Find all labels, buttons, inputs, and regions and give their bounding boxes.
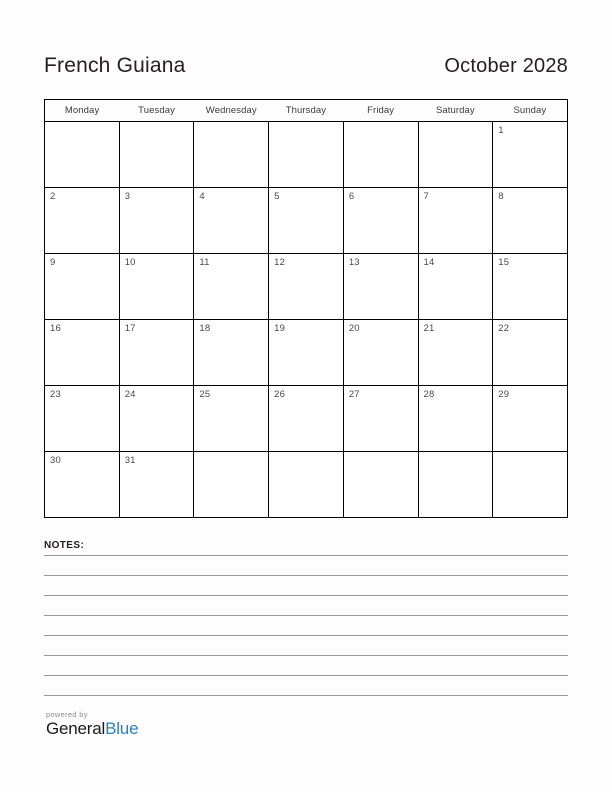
day-cell[interactable] [343,122,418,188]
day-number: 4 [199,191,205,202]
weekday-header-wednesday: Wednesday [194,100,269,122]
day-cell[interactable] [343,320,418,386]
day-cell[interactable] [269,122,344,188]
day-cell[interactable] [194,122,269,188]
day-number: 13 [348,257,360,268]
weekday-header-row [45,100,568,122]
calendar-body [45,122,568,518]
note-line[interactable] [44,555,568,556]
day-number: 3 [124,191,131,202]
day-cell[interactable] [269,386,344,452]
day-number: 12 [274,257,286,268]
day-cell[interactable] [269,452,344,518]
day-number: 1 [498,125,504,136]
day-cell[interactable] [45,254,120,320]
day-number: 31 [124,455,136,466]
week-row [45,122,568,188]
day-cell[interactable] [119,320,194,386]
note-line[interactable] [44,695,568,696]
day-number: 24 [124,389,136,400]
day-cell[interactable] [45,386,120,452]
day-number: 9 [50,257,56,268]
note-line[interactable] [44,655,568,656]
day-cell[interactable] [45,320,120,386]
day-cell[interactable] [493,386,568,452]
day-number: 14 [423,257,435,268]
day-number: 11 [199,257,210,268]
calendar-grid [44,99,568,518]
day-number: 19 [274,323,286,334]
day-cell[interactable] [45,452,120,518]
day-number: 15 [498,257,510,268]
day-number: 8 [498,191,504,202]
weekday-header-friday: Friday [343,100,418,122]
day-cell[interactable] [418,188,493,254]
day-cell[interactable] [119,188,194,254]
day-number: 21 [423,323,435,334]
day-cell[interactable] [45,188,120,254]
day-cell[interactable] [493,254,568,320]
day-cell[interactable] [343,254,418,320]
day-cell[interactable] [194,386,269,452]
month-year-title: October 2028 [444,54,568,77]
note-line[interactable] [44,575,568,576]
logo-text-general: General [46,719,106,738]
weekday-header-saturday: Saturday [418,100,493,122]
day-cell[interactable] [269,320,344,386]
powered-by-label: powered by [46,710,88,719]
day-cell[interactable] [194,320,269,386]
generalblue-logo[interactable] [46,720,346,739]
weekday-header-thursday: Thursday [269,100,344,122]
day-cell[interactable] [493,452,568,518]
notes-lines[interactable] [44,555,568,696]
day-number: 2 [50,191,56,202]
day-number: 29 [498,389,510,400]
footer-branding [46,710,346,739]
day-number: 27 [348,389,360,400]
day-number: 28 [423,389,435,400]
weekday-header-tuesday: Tuesday [119,100,194,122]
day-number: 6 [348,191,355,202]
day-number: 5 [274,191,280,202]
day-number: 16 [50,323,61,334]
day-number: 30 [50,455,61,466]
day-cell[interactable] [418,254,493,320]
day-cell[interactable] [119,386,194,452]
week-row [45,452,568,518]
page-header [44,48,568,84]
day-number: 18 [199,323,211,334]
day-cell[interactable] [418,122,493,188]
day-cell[interactable] [119,452,194,518]
notes-section [44,540,568,715]
day-cell[interactable] [269,188,344,254]
day-cell[interactable] [493,188,568,254]
day-cell[interactable] [418,386,493,452]
day-cell[interactable] [343,386,418,452]
day-number: 23 [50,389,61,400]
day-cell[interactable] [343,188,418,254]
day-cell[interactable] [45,122,120,188]
weekday-header-sunday: Sunday [493,100,568,122]
day-cell[interactable] [418,452,493,518]
day-number: 7 [423,191,429,202]
day-number: 25 [199,389,211,400]
week-row [45,254,568,320]
day-cell[interactable] [194,452,269,518]
country-title: French Guiana [44,54,186,77]
day-cell[interactable] [493,122,568,188]
logo-text-blue: Blue [105,719,139,738]
day-cell[interactable] [418,320,493,386]
week-row [45,188,568,254]
day-number: 10 [124,257,136,268]
day-cell[interactable] [343,452,418,518]
day-cell[interactable] [119,254,194,320]
day-cell[interactable] [493,320,568,386]
note-line[interactable] [44,595,568,596]
day-number: 20 [348,323,360,334]
day-cell[interactable] [119,122,194,188]
day-number: 26 [274,389,286,400]
week-row [45,320,568,386]
day-number: 17 [124,323,136,334]
note-line[interactable] [44,675,568,676]
day-cell[interactable] [194,188,269,254]
day-cell[interactable] [194,254,269,320]
note-line[interactable] [44,635,568,636]
week-row [45,386,568,452]
day-cell[interactable] [269,254,344,320]
weekday-header-monday: Monday [45,100,120,122]
note-line[interactable] [44,615,568,616]
day-number: 22 [498,323,510,334]
notes-label: NOTES: [44,540,85,551]
